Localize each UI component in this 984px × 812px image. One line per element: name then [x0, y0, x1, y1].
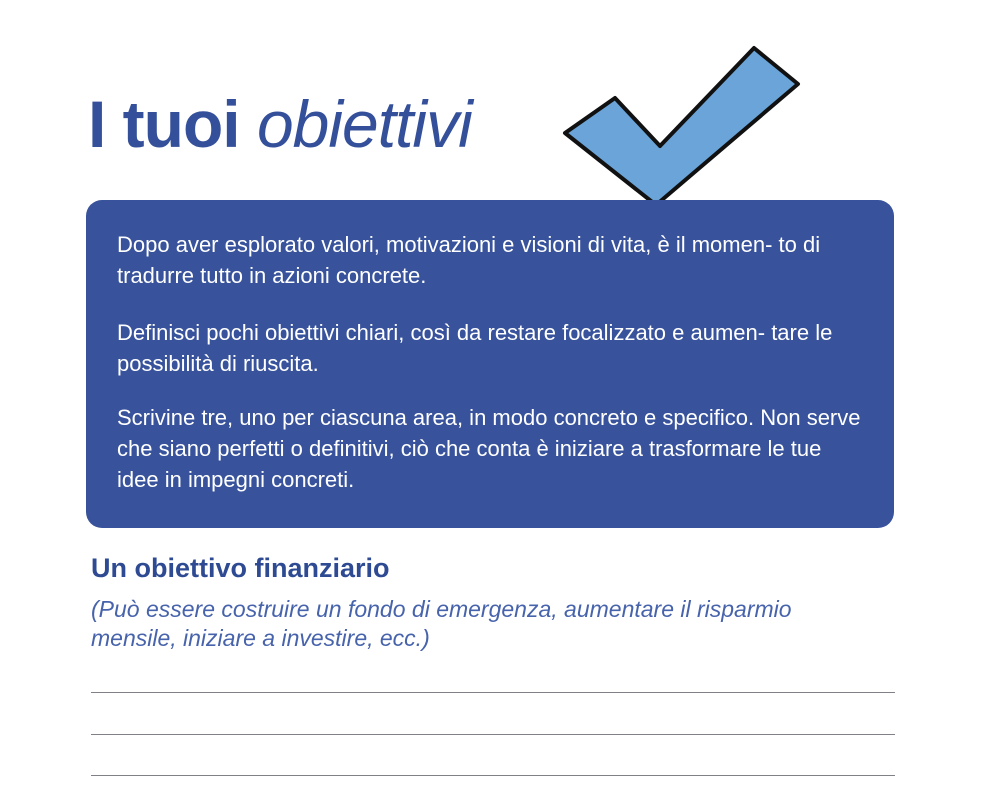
intro-paragraph: Dopo aver esplorato valori, motivazioni e visioni di vita, è il momen- to di tradurre tutto in azioni concrete. [117, 232, 821, 288]
section-hint-financial-goal: (Può essere costruire un fondo di emergenza, aumentare il risparmio mensile, iniziare a investire, ecc.) [91, 596, 792, 651]
section-title-financial-goal: Un obiettivo finanziario [91, 553, 390, 583]
answer-line[interactable] [91, 734, 895, 735]
page-title-italic: obiettivi [256, 87, 472, 161]
page-title-bold: I tuoi [88, 87, 240, 161]
answer-line[interactable] [91, 692, 895, 693]
intro-card [86, 200, 894, 528]
intro-paragraph: Scrivine tre, uno per ciascuna area, in modo concreto e specifico. Non serve che siano perfetti o definitivi, ciò che conta è iniziare a trasformare le tue idee in impegni concreti. [117, 405, 861, 492]
answer-line[interactable] [91, 775, 895, 776]
intro-paragraph: Definisci pochi obiettivi chiari, così da restare focalizzato e aumen- tare le possibilità di riuscita. [117, 320, 833, 376]
page-title [88, 84, 472, 164]
checkmark-icon [560, 40, 810, 210]
